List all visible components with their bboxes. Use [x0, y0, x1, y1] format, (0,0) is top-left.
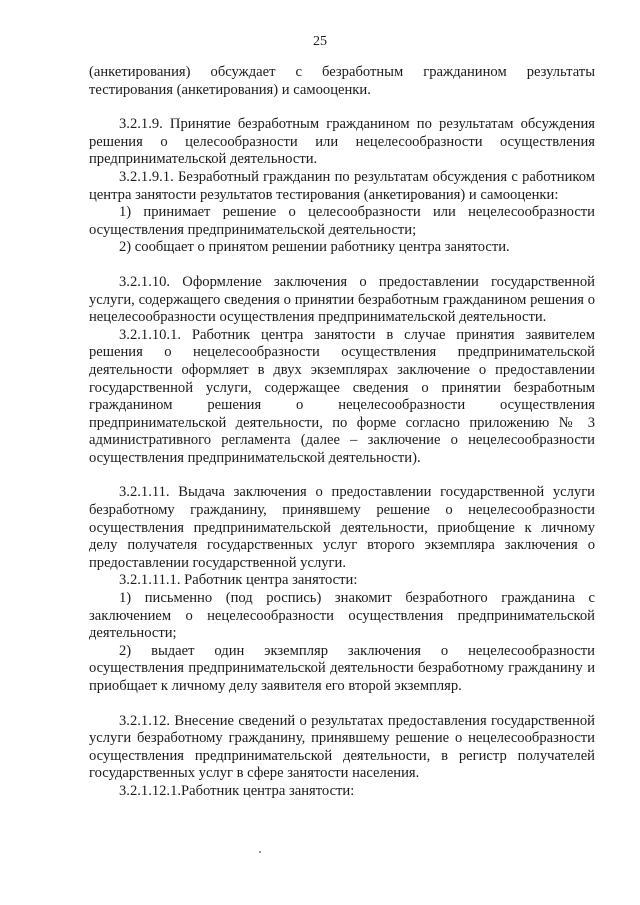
- paragraph-spacer: [89, 257, 595, 274]
- list-item-1: 1) принимает решение о целесообразности или нецелесообразности осуществления предпринимательской деятельности;: [89, 204, 595, 238]
- section-3-2-1-12: 3.2.1.12. Внесение сведений о результатах предоставления государственной услуги безработному гражданину, принявшему решение о нецелесообразности осуществления предпринимательской деятельности, в регистр получателей государственных услуг в сфере занятости населения.: [89, 712, 595, 782]
- paragraph-spacer: [89, 99, 595, 116]
- section-3-2-1-12-1: 3.2.1.12.1.Работник центра занятости:: [119, 782, 355, 799]
- section-3-2-1-9: 3.2.1.9. Принятие безработным гражданином по результатам обсуждения решения о целесообразности или нецелесообразности осуществления предпринимательской деятельности.: [89, 116, 595, 168]
- section-3-2-1-11-1: 3.2.1.11.1. Работник центра занятости:: [119, 572, 358, 589]
- paragraph-spacer: [89, 467, 595, 484]
- list-item-1: 1) письменно (под роспись) знакомит безработного гражданина с заключением о нецелесообразности осуществления предпринимательской деятельности;: [89, 590, 595, 642]
- section-3-2-1-11: 3.2.1.11. Выдача заключения о предоставлении государственной услуги безработному гражданину, принявшему решение о нецелесообразности осуществления предпринимательской деятельности, приобщение к личному делу получателя государственных услуг второго экземпляра заключения о предоставлении государственной услуги.: [89, 484, 595, 571]
- page-number: 25: [313, 34, 327, 49]
- section-3-2-1-10: 3.2.1.10. Оформление заключения о предоставлении государственной услуги, содержащего сведения о принятии безработным гражданином решения о нецелесообразности осуществления предпринимательской деятельности.: [89, 273, 595, 326]
- section-3-2-1-10-1: 3.2.1.10.1. Работник центра занятости в случае принятия заявителем решения о нецелесообразности осуществления предпринимательской деятельности оформляет в двух экземплярах заключение о предоставлении государственной услуги, содержащее сведения о принятии безработным гражданином решения о нецелесообразности осуществления предпринимательской деятельности, по форме согласно приложению № 3 административного регламента (далее – заключение о нецелесообразности осуществления предпринимательской деятельности).: [89, 326, 595, 466]
- scan-speck: [259, 851, 261, 853]
- section-3-2-1-9-1: 3.2.1.9.1. Безработный гражданин по результатам обсуждения с работником центра занятости результатов тестирования (анкетирования) и самооценки:: [89, 168, 595, 203]
- list-item-2: 2) выдает один экземпляр заключения о нецелесообразности осуществления предпринимательской деятельности безработному гражданину и приобщает к личному делу заявителя его второй экземпляр.: [89, 642, 595, 694]
- list-item-2: 2) сообщает о принятом решении работнику центра занятости.: [119, 239, 510, 256]
- paragraph-continuation: (анкетирования) обсуждает с безработным гражданином результаты тестирования (анкетирования) и самооценки.: [89, 64, 595, 98]
- paragraph-spacer: [89, 696, 595, 713]
- document-body: [89, 64, 595, 801]
